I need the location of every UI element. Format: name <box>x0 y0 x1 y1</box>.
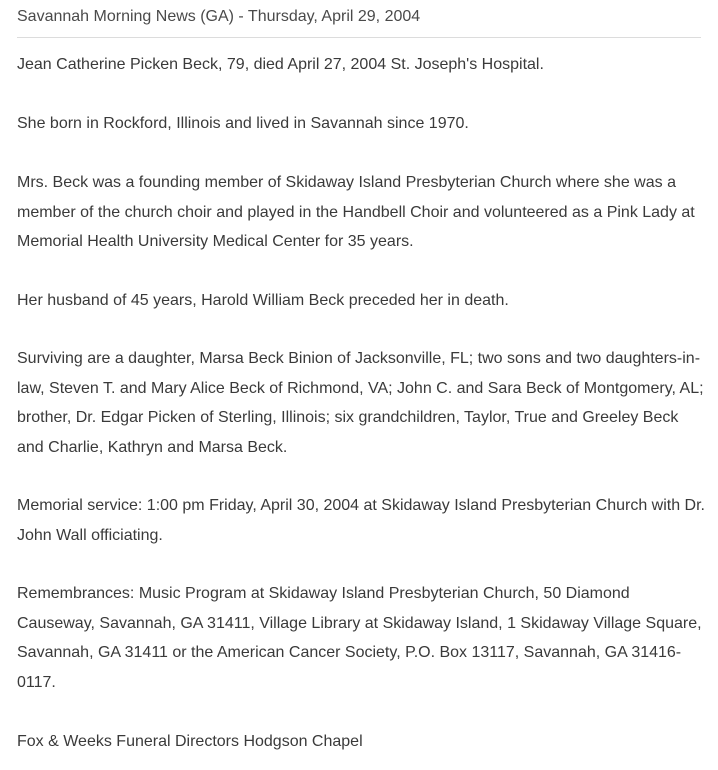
paragraph-church-membership: Mrs. Beck was a founding member of Skidaway Island Presbyterian Church where she was a member of the church choir and played in the Handbell Choir and volunteered as a Pink Lady at Memorial Health University Medical Center for 35 years. <box>17 174 695 250</box>
paragraph-birthplace: She born in Rockford, Illinois and lived in Savannah since 1970. <box>17 115 469 132</box>
paragraph-remembrances: Remembrances: Music Program at Skidaway Island Presbyterian Church, 50 Diamond Causeway, Savannah, GA 31411, Village Library at Skidaway Island, 1 Skidaway Village Square, Savannah, GA 31411 or the American Cancer Society, P.O. Box 13117, Savannah, GA 31416-0117. <box>17 585 702 691</box>
paragraph-funeral-home: Fox & Weeks Funeral Directors Hodgson Chapel <box>17 733 363 750</box>
paragraph-memorial-service: Memorial service: 1:00 pm Friday, April 30, 2004 at Skidaway Island Presbyterian Church with Dr. John Wall officiating. <box>17 497 705 544</box>
paragraph-husband: Her husband of 45 years, Harold William Beck preceded her in death. <box>17 292 509 309</box>
source-line: Savannah Morning News (GA) - Thursday, April 29, 2004 <box>17 8 421 25</box>
paragraph-survivors: Surviving are a daughter, Marsa Beck Binion of Jacksonville, FL; two sons and two daughters-in-law, Steven T. and Mary Alice Beck of Richmond, VA; John C. and Sara Beck of Montgomery, AL; brother, Dr. Edgar Picken of Sterling, Illinois; six grandchildren, Taylor, True and Greeley Beck and Charlie, Kathryn and Marsa Beck. <box>17 350 704 456</box>
header-divider <box>17 37 701 38</box>
paragraph-death-notice: Jean Catherine Picken Beck, 79, died April 27, 2004 St. Joseph's Hospital. <box>17 56 544 73</box>
